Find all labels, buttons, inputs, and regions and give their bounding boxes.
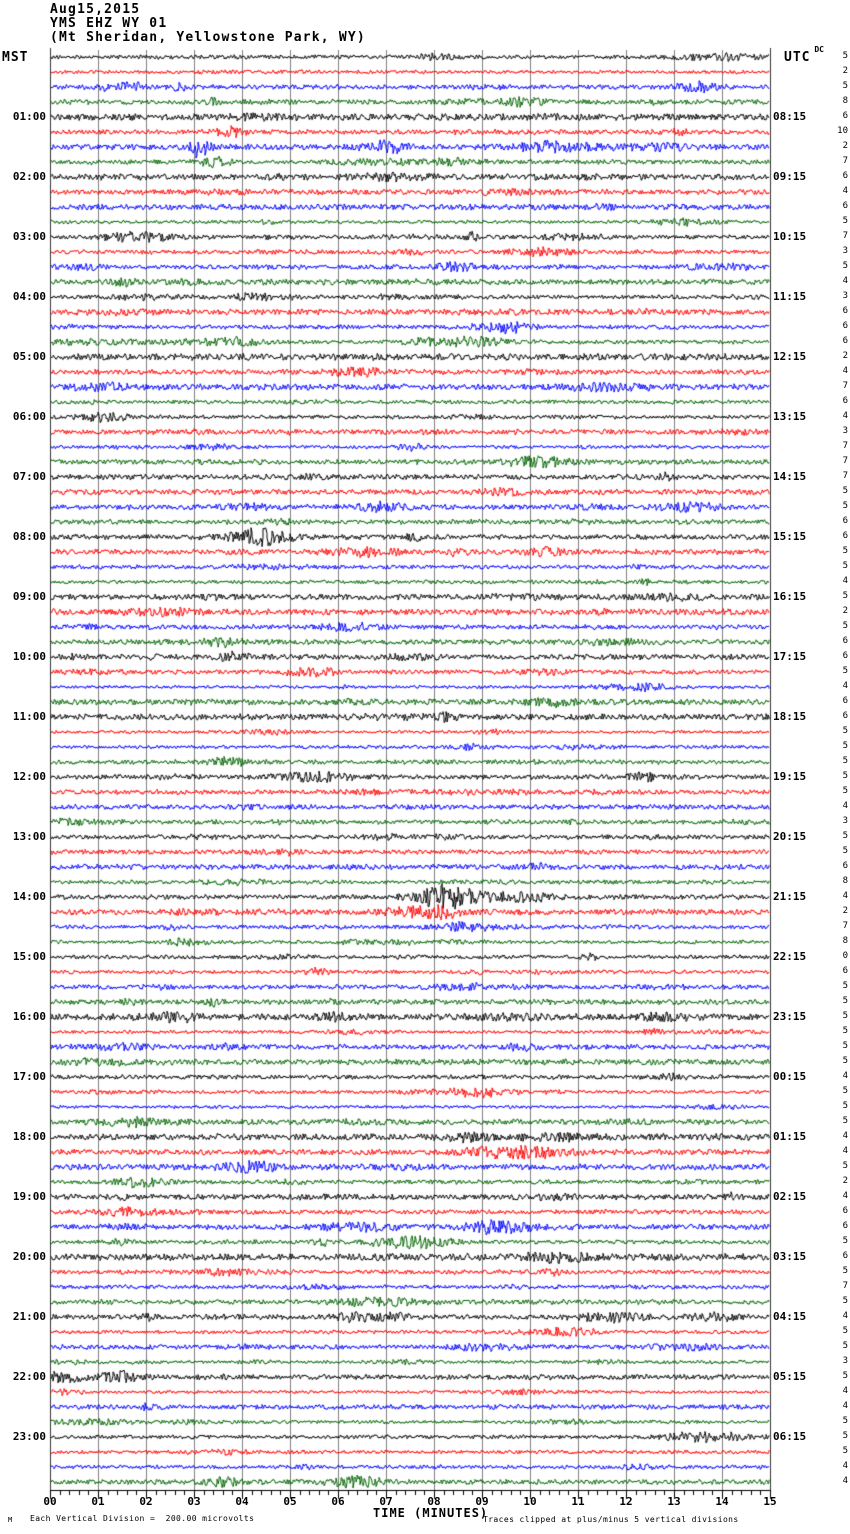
dc-value: 7 [842,1281,848,1291]
dc-value: 7 [842,921,848,931]
dc-value: 2 [842,351,848,361]
right-hour-label: 20:15 [773,830,807,843]
dc-value: 4 [842,681,848,691]
dc-value: 6 [842,966,848,976]
left-hour-label: 03:00 [12,230,46,243]
right-hour-label: 05:15 [773,1370,807,1383]
right-hour-label: 01:15 [773,1130,807,1143]
dc-value: 5 [842,1446,848,1456]
dc-value: 5 [842,1326,848,1336]
dc-value: 5 [842,1026,848,1036]
dc-value: 6 [842,516,848,526]
dc-column-label: DC [814,45,824,54]
dc-value: 5 [842,786,848,796]
dc-value: 3 [842,246,848,256]
dc-value: 5 [842,486,848,496]
dc-value: 5 [842,831,848,841]
dc-value: 5 [842,741,848,751]
dc-value: 4 [842,1071,848,1081]
dc-value: 4 [842,1191,848,1201]
left-hour-label: 13:00 [12,830,46,843]
dc-value: 5 [842,1371,848,1381]
dc-value: 6 [842,171,848,181]
dc-value: 2 [842,906,848,916]
dc-value: 5 [842,1086,848,1096]
dc-value: 4 [842,411,848,421]
dc-value: 6 [842,306,848,316]
x-axis-tick: 00 [43,1495,57,1508]
left-hour-label: 05:00 [12,350,46,363]
dc-value: 6 [842,861,848,871]
left-hour-label: 07:00 [12,470,46,483]
dc-value: 6 [842,1221,848,1231]
dc-value: 4 [842,276,848,286]
dc-value: 6 [842,651,848,661]
dc-value: 5 [842,1101,848,1111]
dc-value: 7 [842,441,848,451]
dc-value: 5 [842,546,848,556]
dc-value: 6 [842,636,848,646]
dc-value: 5 [842,1431,848,1441]
x-axis-tick: 08 [427,1495,441,1508]
right-hour-label: 08:15 [773,110,807,123]
left-hour-label: 16:00 [12,1010,46,1023]
clip-note: Traces clipped at plus/minus 5 vertical divisions [483,1515,739,1524]
dc-value: 7 [842,471,848,481]
right-hour-label: 15:15 [773,530,807,543]
dc-value: 5 [842,1011,848,1021]
dc-value: 5 [842,1116,848,1126]
right-hour-label: 13:15 [773,410,807,423]
dc-value: 5 [842,561,848,571]
left-hour-label: 20:00 [12,1250,46,1263]
left-timezone-label: MST [2,50,29,65]
dc-value: 2 [842,66,848,76]
x-axis-tick: 12 [619,1495,633,1508]
right-hour-label: 21:15 [773,890,807,903]
dc-value: 4 [842,1461,848,1471]
dc-value: 4 [842,576,848,586]
dc-value: 5 [842,261,848,271]
right-hour-label: 02:15 [773,1190,807,1203]
dc-value: 5 [842,1416,848,1426]
left-hour-label: 01:00 [12,110,46,123]
dc-value: 4 [842,1131,848,1141]
dc-value: 5 [842,996,848,1006]
dc-value: 2 [842,606,848,616]
left-hour-label: 08:00 [12,530,46,543]
dc-value: 5 [842,51,848,61]
dc-value: 4 [842,1386,848,1396]
dc-value: 5 [842,1041,848,1051]
dc-value: 5 [842,726,848,736]
right-hour-label: 09:15 [773,170,807,183]
x-axis-tick: 09 [475,1495,489,1508]
dc-value: 5 [842,1296,848,1306]
dc-value: 6 [842,696,848,706]
right-hour-label: 23:15 [773,1010,807,1023]
dc-value: 5 [842,1236,848,1246]
left-hour-label: 15:00 [12,950,46,963]
dc-value: 0 [842,951,848,961]
dc-value: 3 [842,426,848,436]
dc-value: 6 [842,531,848,541]
x-axis-tick: 01 [91,1495,105,1508]
dc-value: 10 [837,126,848,136]
x-axis-tick: 11 [571,1495,585,1508]
left-hour-label: 19:00 [12,1190,46,1203]
header-date: Aug15,2015 [50,2,141,17]
right-hour-label: 19:15 [773,770,807,783]
right-hour-label: 22:15 [773,950,807,963]
dc-value: 3 [842,1356,848,1366]
right-hour-label: 04:15 [773,1310,807,1323]
left-hour-label: 09:00 [12,590,46,603]
dc-value: 5 [842,1161,848,1171]
dc-value: 5 [842,621,848,631]
right-hour-label: 00:15 [773,1070,807,1083]
left-hour-label: 17:00 [12,1070,46,1083]
left-hour-label: 02:00 [12,170,46,183]
dc-value: 6 [842,1251,848,1261]
left-hour-label: 11:00 [12,710,46,723]
dc-value: 7 [842,456,848,466]
right-hour-label: 14:15 [773,470,807,483]
left-hour-label: 18:00 [12,1130,46,1143]
left-hour-label: 10:00 [12,650,46,663]
dc-value: 3 [842,291,848,301]
right-hour-label: 17:15 [773,650,807,663]
dc-value: 4 [842,1476,848,1486]
dc-value: 4 [842,186,848,196]
dc-value: 4 [842,1146,848,1156]
dc-value: 4 [842,366,848,376]
x-axis-tick: 14 [715,1495,729,1508]
right-hour-label: 11:15 [773,290,807,303]
dc-value: 4 [842,1401,848,1411]
dc-value: 5 [842,981,848,991]
dc-value: 7 [842,231,848,241]
left-hour-label: 06:00 [12,410,46,423]
right-hour-label: 12:15 [773,350,807,363]
right-timezone-label: UTC [784,50,811,65]
dc-value: 5 [842,591,848,601]
dc-value: 7 [842,156,848,166]
dc-value: 8 [842,96,848,106]
x-axis-tick: 04 [235,1495,249,1508]
left-hour-label: 04:00 [12,290,46,303]
left-hour-label: 21:00 [12,1310,46,1323]
dc-value: 7 [842,381,848,391]
dc-value: 6 [842,201,848,211]
left-hour-label: 12:00 [12,770,46,783]
x-axis-tick: 10 [523,1495,537,1508]
x-axis-tick: 13 [667,1495,681,1508]
x-axis-tick: 06 [331,1495,345,1508]
dc-value: 5 [842,846,848,856]
right-hour-label: 06:15 [773,1430,807,1443]
dc-value: 5 [842,1266,848,1276]
corner-mark: M [8,1516,13,1524]
left-hour-label: 23:00 [12,1430,46,1443]
header-station: YMS EHZ WY 01 [50,16,168,31]
dc-value: 2 [842,1176,848,1186]
x-axis-tick: 05 [283,1495,297,1508]
dc-value: 5 [842,81,848,91]
dc-value: 5 [842,1341,848,1351]
dc-value: 3 [842,816,848,826]
dc-value: 5 [842,216,848,226]
scale-note: Each Vertical Division = 200.00 microvolts [30,1514,255,1523]
dc-value: 4 [842,891,848,901]
dc-value: 6 [842,1206,848,1216]
right-hour-label: 03:15 [773,1250,807,1263]
dc-value: 6 [842,336,848,346]
x-axis-title: TIME (MINUTES) [373,1506,489,1520]
dc-value: 6 [842,321,848,331]
dc-value: 6 [842,711,848,721]
dc-value: 5 [842,1056,848,1066]
dc-value: 4 [842,1311,848,1321]
right-hour-label: 16:15 [773,590,807,603]
x-axis-tick: 03 [187,1495,201,1508]
dc-value: 8 [842,876,848,886]
dc-value: 8 [842,936,848,946]
x-axis-tick: 15 [763,1495,777,1508]
dc-value: 6 [842,111,848,121]
dc-value: 5 [842,771,848,781]
dc-value: 5 [842,666,848,676]
dc-value: 5 [842,501,848,511]
dc-value: 2 [842,141,848,151]
dc-value: 4 [842,801,848,811]
x-axis-tick: 07 [379,1495,393,1508]
right-hour-label: 18:15 [773,710,807,723]
left-hour-label: 14:00 [12,890,46,903]
left-hour-label: 22:00 [12,1370,46,1383]
header-location: (Mt Sheridan, Yellowstone Park, WY) [50,30,366,45]
dc-value: 6 [842,396,848,406]
x-axis-tick: 02 [139,1495,153,1508]
dc-value: 5 [842,756,848,766]
right-hour-label: 10:15 [773,230,807,243]
